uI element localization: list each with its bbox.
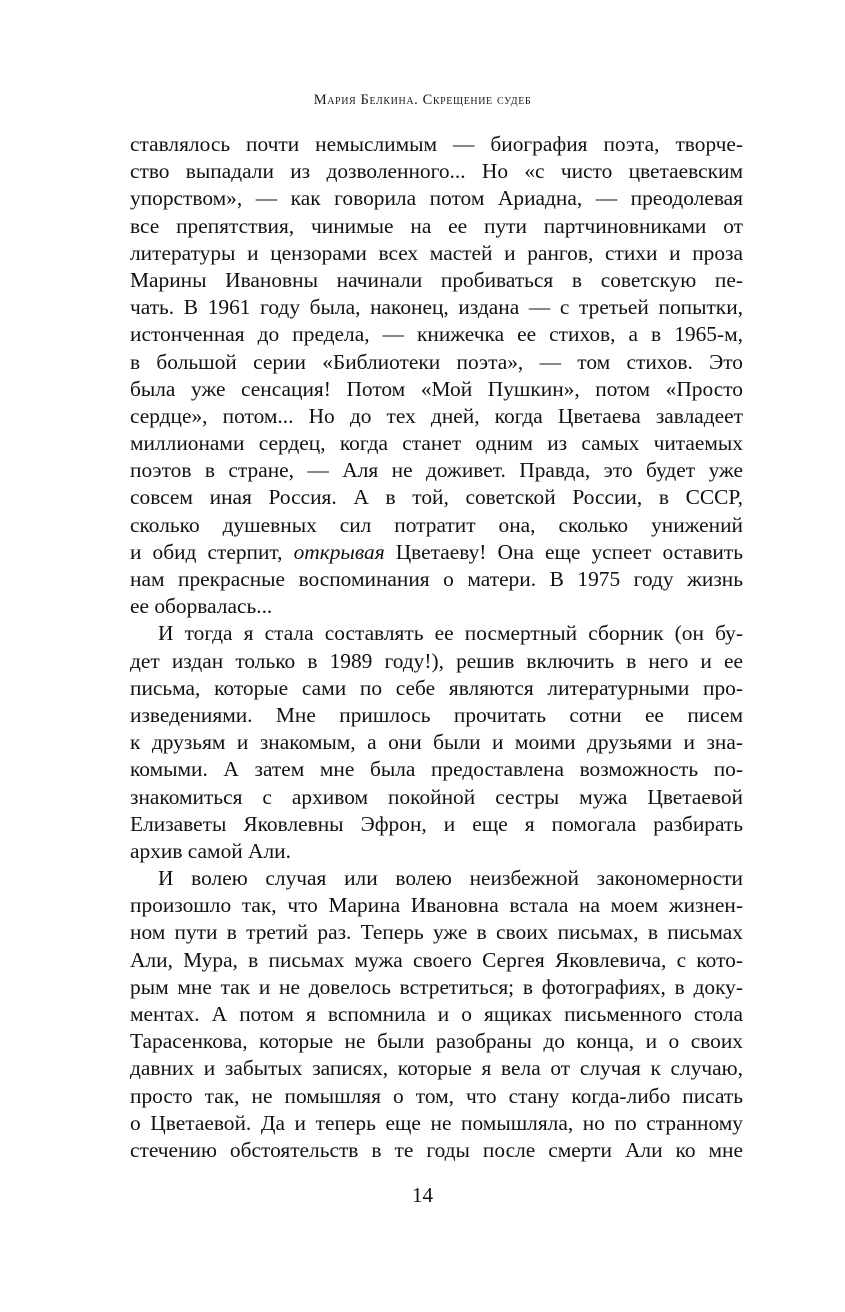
paragraph-first-line: И волею случая или волею неизбежной закономерности — [158, 866, 743, 891]
text-line: нам прекрасные воспоминания о матери. В 1975 году жизнь — [130, 567, 743, 591]
text-line: чать. В 1961 году была, наконец, издана — с третьей попытки, — [130, 295, 743, 320]
text-line: ство выпадали из дозволенного... Но «с чисто цветаевским — [130, 159, 743, 184]
running-head: Мария Белкина. Скрещение судеб — [313, 92, 532, 108]
text-line: Али, Мура, в письмах мужа своего Сергея Яковлевича, с кото- — [130, 947, 743, 972]
text-line: истонченная до предела, — книжечка ее стихов, а в 1965-м, — [130, 322, 743, 347]
text-line: ментах. А потом я вспомнила и о ящиках письменного стола — [130, 1002, 743, 1026]
text-line: сердце», потом... Но до тех дней, когда Цветаева завладеет — [130, 403, 743, 428]
text-line: в большой серии «Библиотеки поэта», — том стихов. Это — [130, 349, 743, 374]
text-line: просто так, не помышляя о том, что стану когда-либо писать — [130, 1083, 743, 1108]
text-line: ставлялось почти немыслимым — биография поэта, творче- — [130, 132, 743, 156]
text-line: изведениями. Мне пришлось прочитать сотни ее писем — [130, 702, 743, 727]
text-line: комыми. А затем мне была предоставлена возможность по- — [130, 757, 743, 782]
text-line: к друзьям и знакомым, а они были и моими друзьями и зна- — [130, 730, 743, 755]
text-line: Елизаветы Яковлевны Эфрон, и еще я помогала разбирать — [130, 811, 743, 836]
text-line: миллионами сердец, когда станет одним из самых читаемых — [130, 431, 743, 456]
text-line: совсем иная Россия. А в той, советской России, в СССР, — [130, 485, 743, 510]
paragraph-last-line: архив самой Али. — [130, 838, 291, 863]
text-line: все препятствия, чинимые на ее пути партчиновниками от — [130, 213, 743, 238]
body-text — [130, 131, 743, 1164]
text-line: рым мне так и не довелось встретиться; в фотографиях, в доку- — [130, 974, 743, 999]
text-line: о Цветаевой. Да и теперь еще не помышляла, но по странному — [130, 1110, 743, 1135]
paragraph-last-line: ее оборвалась... — [130, 594, 273, 619]
text-line: давних и забытых записях, которые я вела от случая к случаю, — [130, 1056, 743, 1081]
text-line: стечению обстоятельств в те годы после смерти Али ко мне — [130, 1137, 743, 1162]
text-line: ном пути в третий раз. Теперь уже в своих письмах, в письмах — [130, 920, 743, 945]
text-line: была уже сенсация! Потом «Мой Пушкин», потом «Просто — [130, 376, 743, 401]
paragraph-first-line: И тогда я стала составлять ее посмертный сборник (он бу- — [158, 621, 743, 646]
text-fragment: и обид стерпит, — [130, 539, 294, 564]
text-line-with-italic — [130, 539, 743, 566]
text-line: произошло так, что Марина Ивановна встала на моем жизнен- — [130, 893, 743, 918]
text-line: дет издан только в 1989 году!), решив включить в него и ее — [130, 648, 743, 673]
text-line: упорством», — как говорила потом Ариадна, — преодолевая — [130, 186, 743, 211]
text-line: Тарасенкова, которые не были разобраны до конца, и о своих — [130, 1029, 743, 1054]
text-line: поэтов в стране, — Аля не доживет. Правда, это будет уже — [130, 458, 743, 483]
text-line: Марины Ивановны начинали пробиваться в советскую пе- — [130, 267, 743, 292]
text-line: литературы и цензорами всех мастей и рангов, стихи и проза — [130, 240, 743, 265]
text-fragment: Цветаеву! Она еще успеет оставить — [384, 539, 743, 564]
text-line: письма, которые сами по себе являются литературными про- — [130, 675, 743, 700]
text-line: знакомиться с архивом покойной сестры мужа Цветаевой — [130, 784, 743, 809]
text-line: сколько душевных сил потратит она, сколько унижений — [130, 512, 743, 537]
italic-word: открывая — [293, 539, 385, 564]
page-number: 14 — [412, 1183, 433, 1207]
